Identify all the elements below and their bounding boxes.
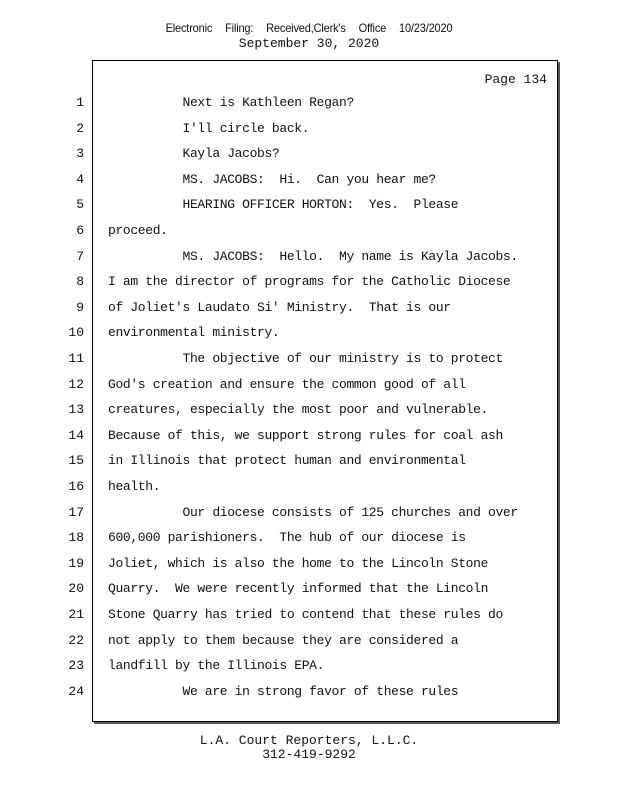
transcript-line: Joliet, which is also the home to the Lincoln Stone [108,555,489,571]
line-number: 4 [76,171,84,187]
line-number: 14 [68,427,84,443]
line-number: 12 [68,376,84,392]
line-number: 22 [68,632,84,648]
line-number: 24 [68,683,84,699]
court-reporter-phone: 312-419-9292 [262,747,356,762]
transcript-line: not apply to them because they are considered a [108,632,459,648]
transcript-line: I am the director of programs for the Catholic Diocese [108,274,511,290]
transcript-line: Kayla Jacobs? [108,146,280,162]
line-number: 10 [68,325,84,341]
stamp-office: Office [358,21,387,35]
line-number: 1 [76,95,84,110]
electronic-filing-stamp [25,21,594,35]
transcript-line: I'll circle back. [108,120,310,136]
transcript-line: Our diocese consists of 125 churches and over [108,504,518,520]
line-number: 5 [76,197,84,213]
line-number: 13 [68,402,84,418]
stamp-filing: Filing: [225,21,254,35]
transcript-line: health. [108,479,161,494]
transcript-line: We are in strong favor of these rules [108,683,459,699]
hearing-date: September 30, 2020 [238,36,380,51]
line-number: 7 [76,248,84,264]
transcript-line: 600,000 parishioners. The hub of our diocese is [108,530,466,546]
line-number: 11 [68,351,84,366]
transcript-line: proceed. [108,223,168,238]
line-number: 16 [68,479,84,494]
transcript-line: Next is Kathleen Regan? [108,95,354,110]
transcript-line: God's creation and ensure the common good of all [108,376,466,392]
page-number: Page 134 [484,72,547,87]
transcript-line: MS. JACOBS: Hi. Can you hear me? [108,171,436,187]
line-number: 17 [68,504,84,520]
line-number: 18 [68,530,84,546]
transcript-line: Because of this, we support strong rules for coal ash [108,427,503,443]
court-reporter-firm: L.A. Court Reporters, L.L.C. [199,733,419,748]
line-number: 6 [76,223,84,238]
line-number: 19 [68,555,84,571]
line-number: 23 [68,658,84,674]
transcript-line: environmental ministry. [108,325,280,341]
transcript-line: landfill by the Illinois EPA. [108,658,325,674]
transcript-line: in Illinois that protect human and environmental [108,453,466,469]
stamp-date: 10/23/2020 [399,21,453,35]
stamp-electronic: Electronic [165,21,213,35]
transcript-line: The objective of our ministry is to protect [108,351,503,366]
transcript-line: Stone Quarry has tried to contend that these rules do [108,607,503,622]
line-number: 9 [76,299,84,315]
line-number: 8 [76,274,84,290]
line-number: 21 [68,607,84,622]
transcript-line: of Joliet's Laudato Si' Ministry. That is our [108,299,451,315]
line-number: 20 [68,581,84,597]
transcript-line: Quarry. We were recently informed that the Lincoln [108,581,489,597]
stamp-received-clerks: Received,Clerk's [266,21,346,35]
line-number: 15 [68,453,84,469]
line-number: 2 [76,120,84,136]
transcript-line: MS. JACOBS: Hello. My name is Kayla Jacobs. [108,248,518,264]
transcript-line: creatures, especially the most poor and vulnerable. [108,402,489,418]
line-number: 3 [76,146,84,162]
transcript-line: HEARING OFFICER HORTON: Yes. Please [108,197,459,213]
